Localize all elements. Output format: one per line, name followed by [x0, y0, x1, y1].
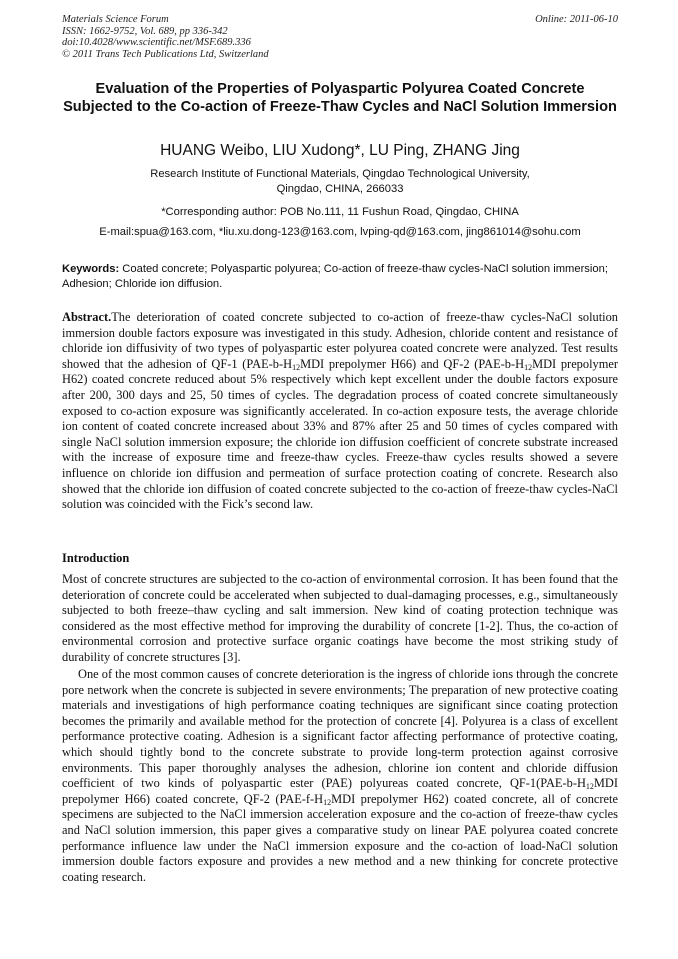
- author-list: HUANG Weibo, LIU Xudong*, LU Ping, ZHANG Jing: [160, 142, 520, 159]
- subscript: 12: [524, 362, 533, 372]
- online-date: Online: 2011-06-10: [535, 14, 618, 25]
- abstract: [62, 310, 618, 513]
- abstract-text: MDI prepolymer H66) and QF-2 (PAE-b-H: [300, 356, 525, 371]
- journal-header: [62, 14, 618, 60]
- keywords-label: Keywords:: [62, 263, 120, 275]
- journal-doi: doi:10.4028/www.scientific.net/MSF.689.336: [62, 37, 251, 48]
- paragraph-text: MDI prepolymer H62) coated concrete, all of concrete specimens are subjected to the NaCl immersion acceleration exposure and the co-action of freeze-thaw cycles and NaCl solution immersion, this paper gives a comparative study on linear PAE polyurea coated concrete performance influence law under the NaCl immersion exposure and the co-action of load-NaCl solution immersion double factors exposure and provides a new method and a new thinking for concrete protective coating research.: [62, 791, 618, 884]
- abstract-label: Abstract.: [62, 310, 112, 324]
- affiliation-line: Qingdao, CHINA, 266033: [276, 183, 404, 195]
- paragraph-text: MDI prepolymer H66) coated concrete, QF-2 (PAE-f-H: [62, 776, 618, 806]
- abstract-text: The deterioration of coated concrete subjected to co-action of freeze-thaw cycles-NaCl solution immersion double factors exposure was investigated in this study. Adhesion, chloride content and resistance of chloride ion diffusivity of two types of polyaspartic ester polyurea coated concrete were analyzed. Test results showed that the adhesion of QF-1 (PAE-b-H: [62, 310, 618, 371]
- keywords: [62, 262, 618, 292]
- subscript: 12: [323, 797, 332, 807]
- corresponding-author: *Corresponding author: POB No.111, 11 Fushun Road, Qingdao, CHINA: [161, 206, 519, 218]
- subscript: 12: [292, 362, 301, 372]
- paper-title: Evaluation of the Properties of Polyaspartic Polyurea Coated Concrete Subjected to the Co-action of Freeze-Thaw Cycles and NaCl Solution Immersion: [63, 81, 617, 115]
- introduction-paragraph: [62, 667, 618, 885]
- journal-issn: ISSN: 1662-9752, Vol. 689, pp 336-342: [62, 25, 228, 37]
- section-heading-introduction: Introduction: [62, 551, 130, 565]
- introduction-paragraph: Most of concrete structures are subjected to the co-action of environmental corrosion. It has been found that the deterioration of concrete could be accelerated when subjected to dual-damaging processes, e.g., simultaneously subjected to both freeze–thaw cycling and salt immersion. New kind of coating protection technique was considered as the most effective method for improving the durability of concrete [1-2]. Thus, the co-action of environmental corrosion and protective surface organic coatings have become the most striking study of durability of concrete structures [3].: [62, 572, 618, 664]
- abstract-text: MDI prepolymer H62) coated concrete reduced about 5% respectively which kept excellent under the double factors exposure after 200, 300 days and 25, 50 times of cycles. The degradation process of coated concrete simultaneously exposed to co-action exposure was significantly accelerated. In co-action exposure tests, the average chloride ion content of coated concrete increased about 33% and 87% after 25 and 50 times of cycles compared with single NaCl solution immersion exposure; the chloride ion diffusion coefficient of concrete substrate increased with the increase of exposure time and freeze-thaw cycles. Freeze-thaw cycles results showed a severe influence on chloride ion diffusion and permeation of surface protection coating of concrete. Research also showed that the chloride ion diffusion of coated concrete subjected to the co-action of freeze-thaw cycles-NaCl solution was coincided with the Fick’s second law.: [62, 356, 618, 512]
- subscript: 12: [585, 782, 594, 792]
- affiliation: [62, 167, 618, 197]
- journal-name: Materials Science Forum: [62, 14, 169, 25]
- email-addresses: E-mail:spua@163.com, *liu.xu.dong-123@163.com, lvping-qd@163.com, jing861014@sohu.com: [99, 226, 581, 238]
- affiliation-line: Research Institute of Functional Materials, Qingdao Technological University,: [150, 168, 530, 180]
- keywords-text: Coated concrete; Polyaspartic polyurea; Co-action of freeze-thaw cycles-NaCl solution immersion; Adhesion; Chloride ion diffusion.: [62, 263, 608, 290]
- paragraph-text: One of the most common causes of concrete deterioration is the ingress of chloride ions through the concrete pore network when the concrete is subjected in severe environments; The preparation of new protective coating materials and investigations of high performance coating techniques are significant since coating protection becomes the primarily and available method for the protection of concrete [4]. Polyurea is a class of excellent performance protective coating. Adhesion is a significant factor affecting performance of protective coating, which should tightly bond to the concrete substrate to provide long-term protection against corrosive environments. This paper thoroughly analyses the adhesion, chlorine ion content and chloride diffusion coefficient of two kinds of polyaspartic ester (PAE) polyureas coated concrete, QF-1(PAE-b-H: [62, 667, 618, 791]
- journal-copyright: © 2011 Trans Tech Publications Ltd, Switzerland: [62, 48, 269, 60]
